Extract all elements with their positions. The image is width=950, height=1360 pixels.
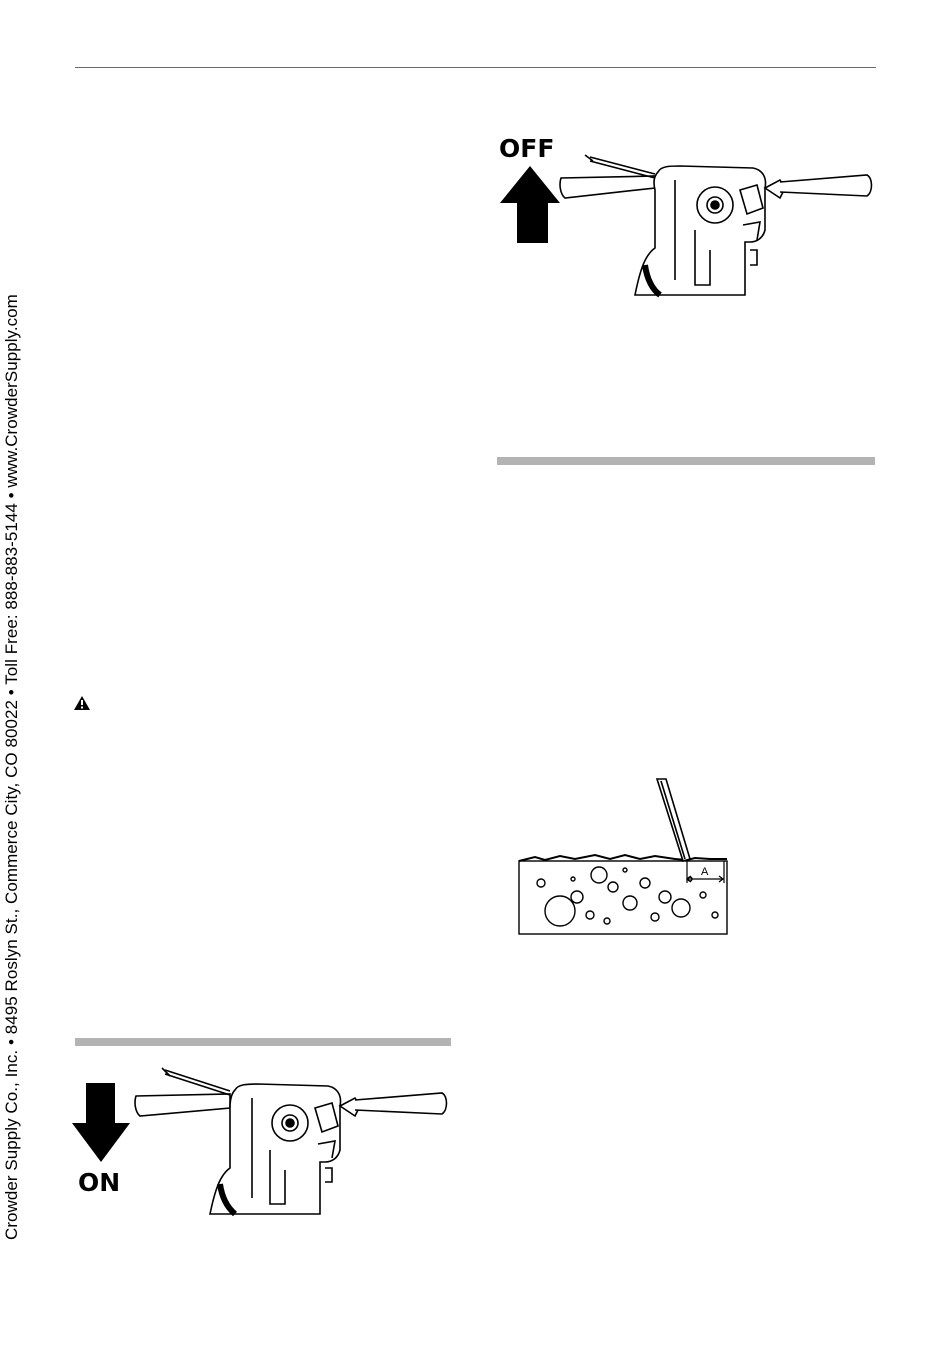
figure-switch-on bbox=[70, 1058, 455, 1218]
dimension-label: A bbox=[701, 866, 709, 878]
warning-triangle-icon bbox=[74, 696, 90, 710]
section-divider-left bbox=[75, 1038, 451, 1046]
header-rule bbox=[75, 67, 876, 68]
figure-switch-off bbox=[495, 130, 875, 300]
hammer-handle-drawing bbox=[135, 1068, 446, 1214]
side-banner: Crowder Supply Co., Inc. • 8495 Roslyn St., Commerce City, CO 80022 • Toll Free: 888-883-5144 • www.CrowderSupply.com bbox=[2, 294, 21, 1240]
figure-chisel-depth bbox=[515, 775, 730, 937]
section-divider-right bbox=[497, 457, 875, 465]
chisel-bit bbox=[657, 779, 690, 861]
on-label: ON bbox=[78, 1168, 121, 1197]
off-label: OFF bbox=[499, 134, 555, 163]
concrete-block bbox=[519, 855, 727, 934]
arrow-down-icon bbox=[72, 1083, 130, 1162]
arrow-up-icon bbox=[500, 166, 560, 243]
hammer-handle-drawing bbox=[560, 155, 871, 295]
